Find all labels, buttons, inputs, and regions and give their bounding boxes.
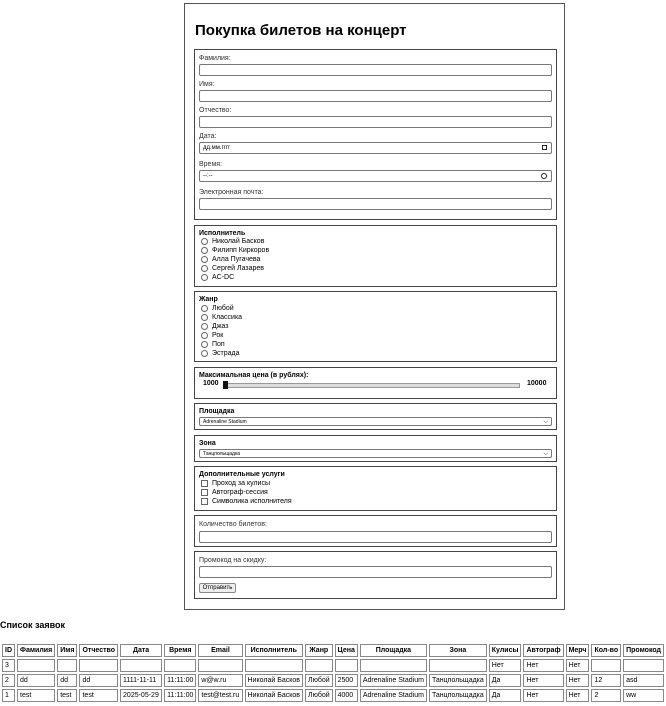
radio-icon[interactable] (201, 305, 208, 312)
genre-option[interactable]: Эстрада (201, 350, 240, 357)
performer-option[interactable]: Алла Пугачева (201, 256, 260, 263)
table-cell: Да (489, 689, 522, 702)
price-max-label: 10000 (527, 380, 547, 387)
table-cell: 4000 (335, 689, 358, 702)
table-cell: 1 (2, 689, 15, 702)
genre-fieldset (194, 291, 557, 362)
date-input[interactable] (199, 142, 552, 154)
table-cell: Нет (523, 674, 563, 687)
surname-input[interactable] (199, 64, 552, 76)
table-cell (623, 659, 664, 672)
date-placeholder: дд.мм.гггг (203, 145, 231, 151)
price-min-label: 1000 (203, 380, 219, 387)
table-cell: Любой (305, 674, 333, 687)
table-cell: ww (623, 689, 664, 702)
column-header: Отчество (79, 644, 118, 657)
venue-select[interactable]: Adrenaline Stadium ⌵ (199, 417, 552, 426)
column-header: Имя (57, 644, 77, 657)
surname-label: Фамилия: (199, 55, 231, 62)
ticket-form-card (184, 3, 565, 610)
zone-fieldset (194, 435, 557, 462)
time-placeholder: --:-- (203, 173, 213, 179)
radio-icon[interactable] (201, 350, 208, 357)
table-cell (198, 659, 242, 672)
performer-option[interactable]: AC-DC (201, 274, 234, 281)
time-label: Время: (199, 161, 223, 168)
genre-option[interactable]: Рок (201, 332, 223, 339)
column-header: Цена (335, 644, 358, 657)
table-cell (164, 659, 196, 672)
name-input[interactable] (199, 90, 552, 102)
table-cell: w@w.ru (198, 674, 242, 687)
zone-select[interactable]: Танцпольщадка ⌵ (199, 449, 552, 458)
genre-option[interactable]: Поп (201, 341, 225, 348)
column-header: Кол-во (591, 644, 621, 657)
table-cell: 1111-11-11 (120, 674, 162, 687)
radio-icon[interactable] (201, 247, 208, 254)
table-cell: 3 (2, 659, 15, 672)
tickets-label: Количество билетов: (199, 521, 267, 528)
zone-legend: Зона (199, 440, 216, 447)
price-slider[interactable] (223, 383, 520, 388)
performer-option[interactable]: Николай Басков (201, 238, 264, 245)
performer-option[interactable]: Сергей Лазарев (201, 265, 264, 272)
table-cell: Adrenaline Stadium (360, 689, 427, 702)
genre-option[interactable]: Любой (201, 305, 234, 312)
table-row (2, 674, 664, 687)
column-header: Исполнитель (245, 644, 303, 657)
time-input[interactable] (199, 170, 552, 182)
table-cell: Нет (566, 674, 590, 687)
table-cell: 11:11:00 (164, 674, 196, 687)
genre-legend: Жанр (199, 296, 218, 303)
table-cell (429, 659, 487, 672)
table-row (2, 659, 664, 672)
table-cell: 2 (591, 689, 621, 702)
patronymic-input[interactable] (199, 116, 552, 128)
column-header: Промокод (623, 644, 664, 657)
backstage-checkbox[interactable]: Проход за кулисы (201, 480, 270, 487)
radio-icon[interactable] (201, 323, 208, 330)
column-header: Площадка (360, 644, 427, 657)
column-header: Email (198, 644, 242, 657)
table-cell: test@test.ru (198, 689, 242, 702)
table-cell (335, 659, 358, 672)
price-slider-handle[interactable] (223, 381, 228, 389)
extras-fieldset (194, 466, 557, 511)
table-cell: Нет (489, 659, 522, 672)
checkbox-icon[interactable] (201, 489, 208, 496)
table-cell: Николай Басков (245, 689, 303, 702)
table-cell: Да (489, 674, 522, 687)
table-cell: Adrenaline Stadium (360, 674, 427, 687)
table-cell: 2500 (335, 674, 358, 687)
venue-fieldset (194, 403, 557, 430)
patronymic-label: Отчество: (199, 107, 232, 114)
table-cell: test (57, 689, 77, 702)
table-cell (360, 659, 427, 672)
radio-icon[interactable] (201, 341, 208, 348)
table-cell (57, 659, 77, 672)
email-input[interactable] (199, 198, 552, 210)
table-cell: dd (79, 674, 118, 687)
table-cell: dd (57, 674, 77, 687)
page-title: Покупка билетов на концерт (195, 22, 407, 39)
performer-fieldset (194, 225, 557, 287)
table-cell (245, 659, 303, 672)
merch-checkbox[interactable]: Символика исполнителя (201, 498, 292, 505)
radio-icon[interactable] (201, 256, 208, 263)
table-cell: Нет (566, 689, 590, 702)
radio-icon[interactable] (201, 314, 208, 321)
checkbox-icon[interactable] (201, 498, 208, 505)
column-header: Мерч (566, 644, 590, 657)
requests-title: Список заявок (0, 620, 66, 630)
table-cell: Нет (523, 659, 563, 672)
table-cell: dd (17, 674, 55, 687)
table-cell: 2 (2, 674, 15, 687)
column-header: Дата (120, 644, 162, 657)
column-header: Зона (429, 644, 487, 657)
column-header: ID (2, 644, 15, 657)
table-cell: Танцпольщадка (429, 674, 487, 687)
genre-option[interactable]: Классика (201, 314, 242, 321)
email-label: Электронная почта: (199, 189, 264, 196)
venue-legend: Площадка (199, 408, 235, 415)
promo-input[interactable] (199, 566, 552, 578)
autograph-checkbox[interactable]: Автограф-сессия (201, 489, 268, 496)
price-legend: Максимальная цена (в рублях): (199, 372, 309, 379)
table-cell (120, 659, 162, 672)
table-cell (305, 659, 333, 672)
performer-option[interactable]: Филипп Киркоров (201, 247, 269, 254)
chevron-down-icon: ⌵ (543, 451, 548, 457)
table-cell (79, 659, 118, 672)
requests-table (0, 642, 666, 704)
extras-legend: Дополнительные услуги (199, 471, 285, 478)
promo-label: Промокод на скидку: (199, 557, 267, 564)
calendar-icon[interactable] (542, 145, 547, 150)
column-header: Жанр (305, 644, 333, 657)
table-cell (591, 659, 621, 672)
table-cell: 12 (591, 674, 621, 687)
table-cell: Николай Басков (245, 674, 303, 687)
column-header: Фамилия (17, 644, 55, 657)
table-cell: test (79, 689, 118, 702)
performer-legend: Исполнитель (199, 230, 246, 237)
column-header: Автограф (523, 644, 563, 657)
table-row (2, 689, 664, 702)
column-header: Время (164, 644, 196, 657)
table-cell: Нет (523, 689, 563, 702)
clock-icon[interactable] (541, 173, 547, 179)
table-cell: test (17, 689, 55, 702)
table-cell: 2025-05-29 (120, 689, 162, 702)
radio-icon[interactable] (201, 274, 208, 281)
checkbox-icon[interactable] (201, 480, 208, 487)
radio-icon[interactable] (201, 265, 208, 272)
name-label: Имя: (199, 81, 215, 88)
genre-option[interactable]: Джаз (201, 323, 228, 330)
date-label: Дата: (199, 133, 217, 140)
table-cell: Любой (305, 689, 333, 702)
promo-fieldset (194, 551, 557, 599)
table-cell (17, 659, 55, 672)
column-header: Кулисы (489, 644, 522, 657)
price-fieldset (194, 367, 557, 399)
table-header-row (2, 644, 664, 657)
tickets-fieldset (194, 515, 557, 547)
table-cell: 11:11:00 (164, 689, 196, 702)
chevron-down-icon: ⌵ (543, 419, 548, 425)
radio-icon[interactable] (201, 238, 208, 245)
radio-icon[interactable] (201, 332, 208, 339)
table-cell: Нет (566, 659, 590, 672)
personal-info-fieldset (194, 49, 557, 220)
tickets-input[interactable] (199, 531, 552, 543)
table-cell: asd (623, 674, 664, 687)
table-cell: Танцпольщадка (429, 689, 487, 702)
submit-button[interactable]: Отправить (199, 583, 236, 593)
